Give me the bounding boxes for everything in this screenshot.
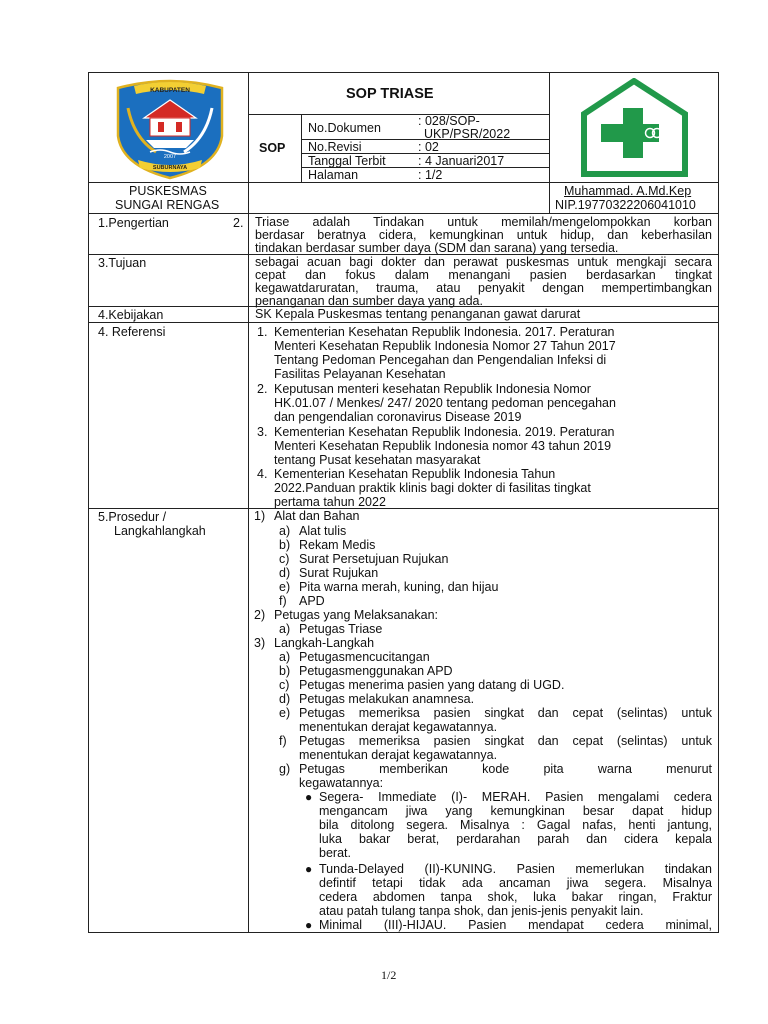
bullet-line: defintif tetapi tidak ada ancaman jiwa segera. Misalnya: [319, 876, 712, 890]
meta-value-dokumen: : 028/SOP-: [418, 114, 480, 128]
list-letter: e): [279, 706, 291, 720]
grid-line: [88, 72, 89, 933]
sop-label: SOP: [259, 141, 286, 155]
bullet-line: Minimal (III)-HIJAU. Pasien mendapat cedera minimal,: [319, 918, 712, 932]
list-item: Rekam Medis: [299, 538, 376, 552]
referensi-line: HK.01.07 / Menkes/ 247/ 2020 tentang pedoman pencegahan: [274, 396, 616, 410]
referensi-line: dan pengendalian coronavirus Disease 2019: [274, 410, 522, 424]
referensi-line: Tentang Pedoman Pencegahan dan Pengendalian Infeksi di: [274, 353, 607, 367]
referensi-number: 2.: [257, 382, 268, 396]
list-item: Pita warna merah, kuning, dan hijau: [299, 580, 499, 594]
bullet-dot-icon: ●: [305, 918, 313, 932]
list-letter: a): [279, 622, 291, 636]
list-item: Surat Rujukan: [299, 566, 379, 580]
grid-line: [88, 322, 719, 323]
list-letter: f): [279, 594, 287, 608]
list-item: Alat tulis: [299, 524, 347, 538]
meta-value-revisi: : 02: [418, 140, 439, 154]
grid-line: [88, 182, 719, 183]
svg-text:KABUPATEN: KABUPATEN: [150, 87, 190, 94]
referensi-line: Menteri Kesehatan Republik Indonesia Nomor 27 Tahun 2017: [274, 339, 616, 353]
list-item: APD: [299, 594, 325, 608]
tujuan-line: kegawatdaruratan, trauma, atau penyakit dengan mempertimbangkan: [255, 281, 712, 295]
grid-line: [248, 72, 249, 213]
puskesmas-logo: [581, 78, 688, 178]
pengertian-line: tindakan berdasar sumber daya (SDM dan sarana) yang tersedia.: [255, 241, 619, 255]
regency-logo: [114, 78, 226, 180]
list-item: Petugasmencucitangan: [299, 650, 430, 664]
referensi-line: Kementerian Kesehatan Republik Indonesia. 2017. Peraturan: [274, 325, 615, 339]
referensi-number: 1.: [257, 325, 268, 339]
signer-nip: NIP.19770322206041010: [555, 198, 696, 212]
bullet-line: bila ditolong segera. Misalnya : Gagal nafas, henti jantung,: [319, 818, 712, 832]
bullet-line: cedera abdomen tanpa shok, luka bakar ringan, Fraktur: [319, 890, 712, 904]
bullet-dot-icon: ●: [305, 790, 313, 804]
sop-title: SOP TRIASE: [346, 86, 434, 102]
tujuan-line: penanganan dan sumber daya yang ada.: [255, 294, 483, 308]
list-letter: a): [279, 650, 291, 664]
signer-name: Muhammad. A.Md.Kep: [564, 184, 692, 198]
step-number: 3): [254, 636, 266, 650]
section-number-pengertian: 2.: [233, 216, 244, 230]
meta-value-tanggal: : 4 Januari2017: [418, 154, 505, 168]
bullet-dot-icon: ●: [305, 862, 313, 876]
list-item: Petugasmenggunakan APD: [299, 664, 453, 678]
meta-value-halaman: : 1/2: [418, 168, 443, 182]
grid-line: [248, 114, 549, 115]
referensi-number: 4.: [257, 467, 268, 481]
pengertian-line: berdasar beratnya cidera, kemungkinan untuk hidup, dan keberhasilan: [255, 228, 712, 242]
list-letter: b): [279, 664, 291, 678]
list-item: Petugas memeriksa pasien singkat dan cepat (selintas) untuk: [299, 734, 712, 748]
meta-label-halaman: Halaman: [308, 168, 359, 182]
grid-line: [301, 114, 302, 182]
list-item: Petugas memberikan kode pita warna menurut: [299, 762, 712, 776]
tujuan-line: sebagai acuan bagi dokter dan perawat puskesmas untuk mengkaji secara: [255, 255, 712, 269]
list-item: Surat Persetujuan Rujukan: [299, 552, 449, 566]
step-title: Alat dan Bahan: [274, 509, 360, 523]
page-number: 1/2: [381, 968, 397, 982]
institution-location: SUNGAI RENGAS: [115, 198, 220, 212]
section-label-prosedur: 5.Prosedur /: [98, 510, 167, 524]
section-label-kebijakan: 4.Kebijakan: [98, 308, 164, 322]
bullet-line: luka bakar berat, perdarahan parah dan cidera kepala: [319, 832, 712, 846]
list-letter: g): [279, 762, 291, 776]
meta-label-dokumen: No.Dokumen: [308, 121, 381, 135]
institution-name: PUSKESMAS: [129, 184, 207, 198]
bullet-line: atau patah tulang tanpa shok, dan jenis-jenis penyakit lain.: [319, 904, 644, 918]
bullet-line: Tunda-Delayed (II)-KUNING. Pasien memerlukan tindakan: [319, 862, 712, 876]
step-title: Petugas yang Melaksanakan:: [274, 608, 438, 622]
kebijakan-text: SK Kepala Puskesmas tentang penanganan gawat darurat: [255, 307, 581, 321]
list-item-cont: menentukan derajat kegawatannya.: [299, 720, 498, 734]
svg-text:SUBURNAYA: SUBURNAYA: [152, 165, 188, 171]
grid-line: [248, 213, 249, 933]
list-letter: d): [279, 566, 291, 580]
list-item-cont: menentukan derajat kegawatannya.: [299, 748, 498, 762]
step-number: 2): [254, 608, 266, 622]
bullet-line: berat.: [319, 846, 351, 860]
referensi-line: tentang Pusat kesehatan masyarakat: [274, 453, 481, 467]
list-letter: f): [279, 734, 287, 748]
tujuan-line: cepat dan fokus dalam menangani pasien berdasarkan tingkat: [255, 268, 712, 282]
referensi-line: Fasilitas Pelayanan Kesehatan: [274, 367, 446, 381]
meta-label-tanggal: Tanggal Terbit: [308, 154, 386, 168]
referensi-line: Keputusan menteri kesehatan Republik Indonesia Nomor: [274, 382, 591, 396]
bullet-line: Segera- Immediate (I)- MERAH. Pasien mengalami cedera: [319, 790, 712, 804]
list-letter: a): [279, 524, 291, 538]
list-letter: c): [279, 678, 290, 692]
referensi-line: 2022.Panduan praktik klinis bagi dokter di fasilitas tingkat: [274, 481, 591, 495]
grid-line: [718, 72, 719, 933]
section-label-referensi: 4. Referensi: [98, 325, 166, 339]
svg-text:2007: 2007: [163, 154, 177, 160]
grid-line: [88, 72, 719, 73]
list-letter: d): [279, 692, 291, 706]
meta-value-dokumen-cont: UKP/PSR/2022: [424, 127, 511, 141]
grid-line: [88, 213, 719, 214]
list-item-cont: kegawatannya:: [299, 776, 384, 790]
referensi-line: Kementerian Kesehatan Republik Indonesia Tahun: [274, 467, 556, 481]
referensi-line: pertama tahun 2022: [274, 495, 386, 509]
list-item: Petugas memeriksa pasien singkat dan cepat (selintas) untuk: [299, 706, 712, 720]
list-letter: b): [279, 538, 291, 552]
pengertian-line: Triase adalah Tindakan untuk memilah/mengelompokkan korban: [255, 215, 712, 229]
list-letter: c): [279, 552, 290, 566]
bullet-line: mengancam jiwa yang kemungkinan besar dapat hidup: [319, 804, 712, 818]
referensi-number: 3.: [257, 425, 268, 439]
grid-line: [549, 72, 550, 213]
list-item: Petugas melakukan anamnesa.: [299, 692, 475, 706]
section-label-tujuan: 3.Tujuan: [98, 256, 147, 270]
section-label-pengertian: 1.Pengertian: [98, 216, 169, 230]
step-title: Langkah-Langkah: [274, 636, 375, 650]
grid-line: [88, 508, 719, 509]
list-item: Petugas menerima pasien yang datang di UGD.: [299, 678, 565, 692]
meta-label-revisi: No.Revisi: [308, 140, 362, 154]
referensi-line: Menteri Kesehatan Republik Indonesia nomor 43 tahun 2019: [274, 439, 612, 453]
step-number: 1): [254, 509, 266, 523]
referensi-line: Kementerian Kesehatan Republik Indonesia. 2019. Peraturan: [274, 425, 615, 439]
list-letter: e): [279, 580, 291, 594]
section-label-prosedur-cont: Langkahlangkah: [114, 524, 206, 538]
list-item: Petugas Triase: [299, 622, 383, 636]
